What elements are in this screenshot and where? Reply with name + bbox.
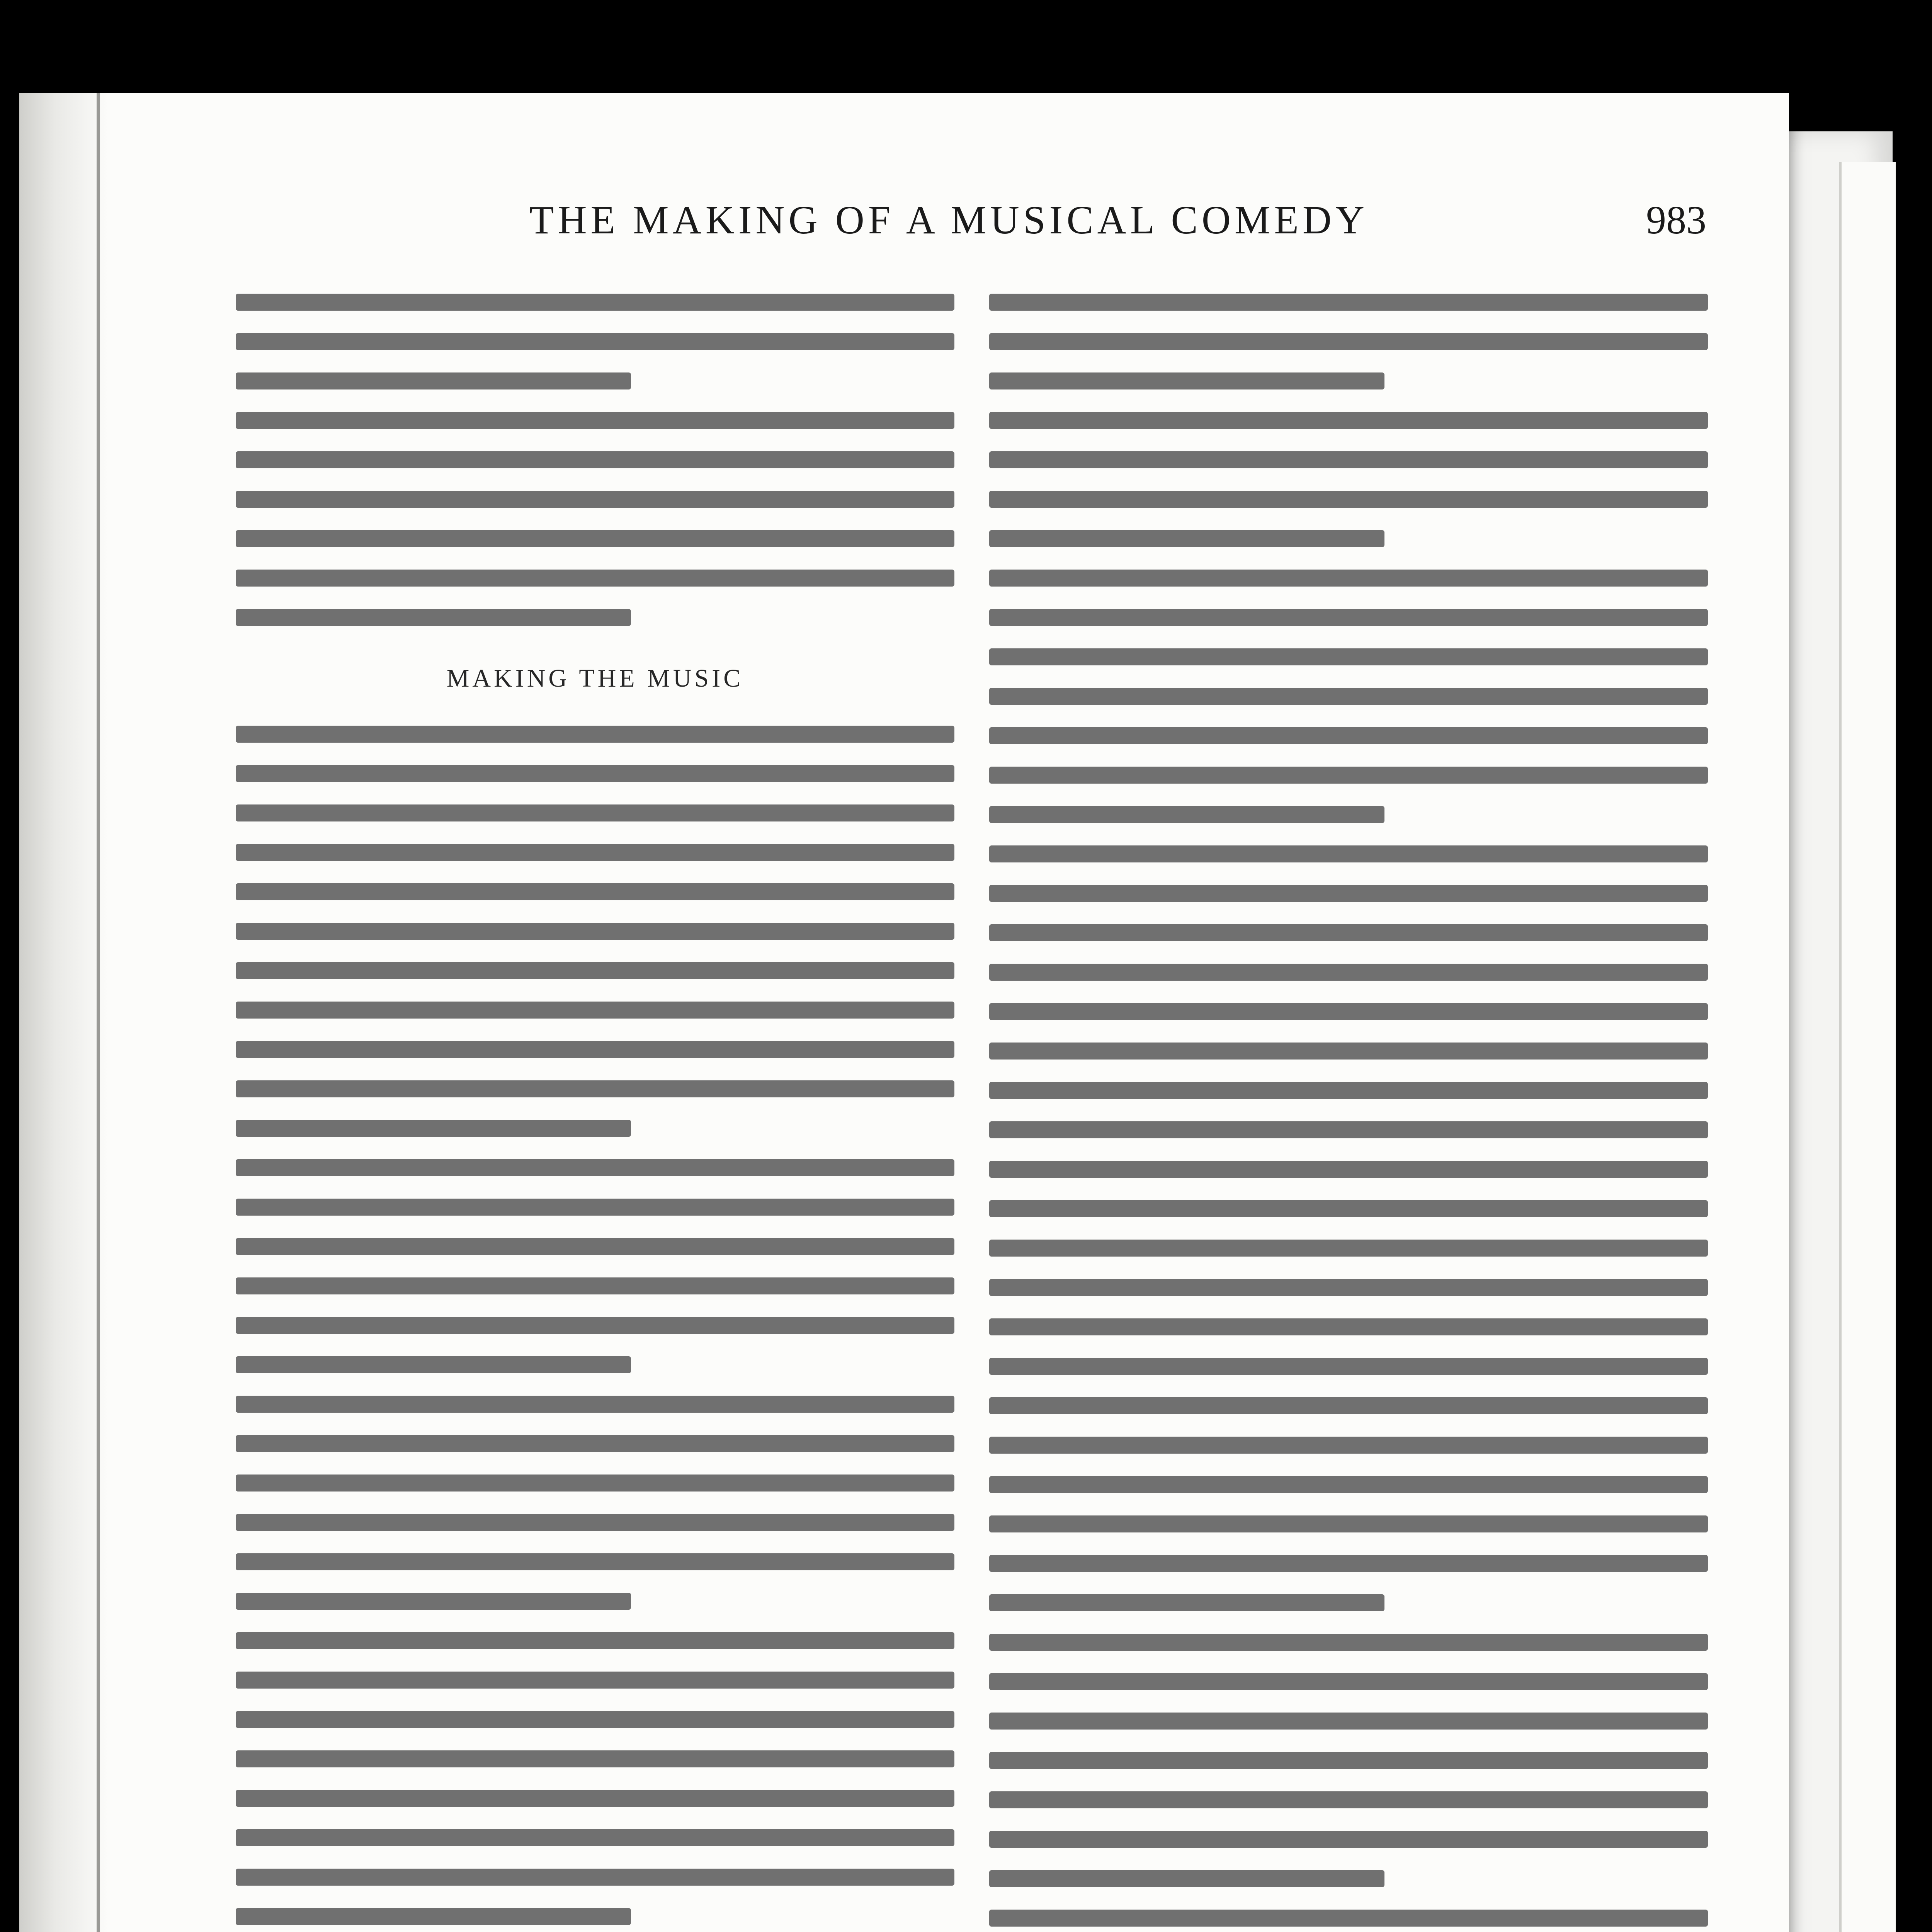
text-line-placeholder [989,412,1708,429]
text-line-placeholder [236,1869,954,1886]
text-line-placeholder [989,372,1384,389]
right-text-column [989,294,1708,1932]
text-line-placeholder [989,767,1708,784]
text-line-placeholder [989,1121,1708,1138]
text-line-placeholder [236,844,954,861]
text-line-placeholder [989,1910,1708,1927]
text-line-placeholder [989,1831,1708,1848]
page-number: 983 [1646,198,1706,242]
text-line-placeholder [236,1829,954,1846]
text-line-placeholder [236,1277,954,1294]
text-line-placeholder [236,1356,631,1373]
text-line-placeholder [236,451,954,468]
text-line-placeholder [989,806,1384,823]
text-line-placeholder [989,648,1708,665]
spine-shadow [19,93,108,1932]
text-line-placeholder [236,1317,954,1334]
text-line-placeholder [989,570,1708,587]
text-line-placeholder [989,1240,1708,1257]
text-line-placeholder [236,294,954,311]
text-line-placeholder [236,1908,631,1925]
text-line-placeholder [989,294,1708,311]
text-line-placeholder [989,1555,1708,1572]
text-line-placeholder [236,530,954,547]
text-line-placeholder [989,924,1708,941]
text-line-placeholder [989,1634,1708,1651]
text-line-placeholder [989,688,1708,705]
spine-edge [97,93,100,1932]
text-line-placeholder [236,412,954,429]
text-line-placeholder [989,1437,1708,1454]
text-line-placeholder [236,1396,954,1413]
text-line-placeholder [236,1041,954,1058]
text-line-placeholder [989,885,1708,902]
text-line-placeholder [989,1673,1708,1690]
text-line-placeholder [236,1553,954,1570]
text-line-placeholder [989,1397,1708,1414]
underlying-page-edge [1839,162,1896,1932]
text-line-placeholder [989,1161,1708,1178]
text-line-placeholder [236,883,954,900]
text-line-placeholder [236,726,954,743]
text-line-placeholder [236,333,954,350]
text-line-placeholder [236,609,631,626]
text-line-placeholder [236,923,954,940]
text-line-placeholder [989,1515,1708,1532]
text-line-placeholder [989,1594,1384,1611]
text-line-placeholder [236,1002,954,1019]
text-line-placeholder [989,1358,1708,1375]
text-line-placeholder [236,1632,954,1649]
text-line-placeholder [989,1752,1708,1769]
text-line-placeholder [989,451,1708,468]
text-line-placeholder [236,372,631,389]
text-line-placeholder [236,491,954,508]
text-line-placeholder [236,765,954,782]
text-line-placeholder [236,1238,954,1255]
text-line-placeholder [989,1003,1708,1020]
text-line-placeholder [236,1672,954,1689]
text-line-placeholder [989,1870,1384,1887]
text-line-placeholder [989,1043,1708,1060]
text-line-placeholder [236,570,954,587]
text-line-placeholder [236,1711,954,1728]
text-line-placeholder [989,1476,1708,1493]
running-title: THE MAKING OF A MUSICAL COMEDY [529,198,1369,242]
text-line-placeholder [236,1750,954,1767]
text-line-placeholder [236,1475,954,1492]
text-line-placeholder [989,1791,1708,1808]
text-line-placeholder [236,804,954,821]
text-line-placeholder [989,845,1708,862]
text-line-placeholder [989,1713,1708,1730]
text-line-placeholder [236,1514,954,1531]
text-line-placeholder [989,491,1708,508]
text-line-placeholder [236,962,954,979]
text-line-placeholder [989,1082,1708,1099]
text-line-placeholder [236,1435,954,1452]
text-line-placeholder [236,1080,954,1097]
text-line-placeholder [989,333,1708,350]
text-line-placeholder [989,609,1708,626]
text-line-placeholder [236,1199,954,1216]
text-line-placeholder [989,1279,1708,1296]
text-line-placeholder [989,1200,1708,1217]
section-heading: MAKING THE MUSIC [446,664,744,692]
magazine-page [19,93,1789,1932]
text-line-placeholder [989,727,1708,744]
text-line-placeholder [236,1593,631,1610]
left-text-column [236,294,954,1932]
text-line-placeholder [236,1790,954,1807]
text-line-placeholder [236,1120,631,1137]
text-line-placeholder [236,1159,954,1176]
text-line-placeholder [989,964,1708,981]
text-line-placeholder [989,1318,1708,1335]
text-line-placeholder [989,530,1384,547]
